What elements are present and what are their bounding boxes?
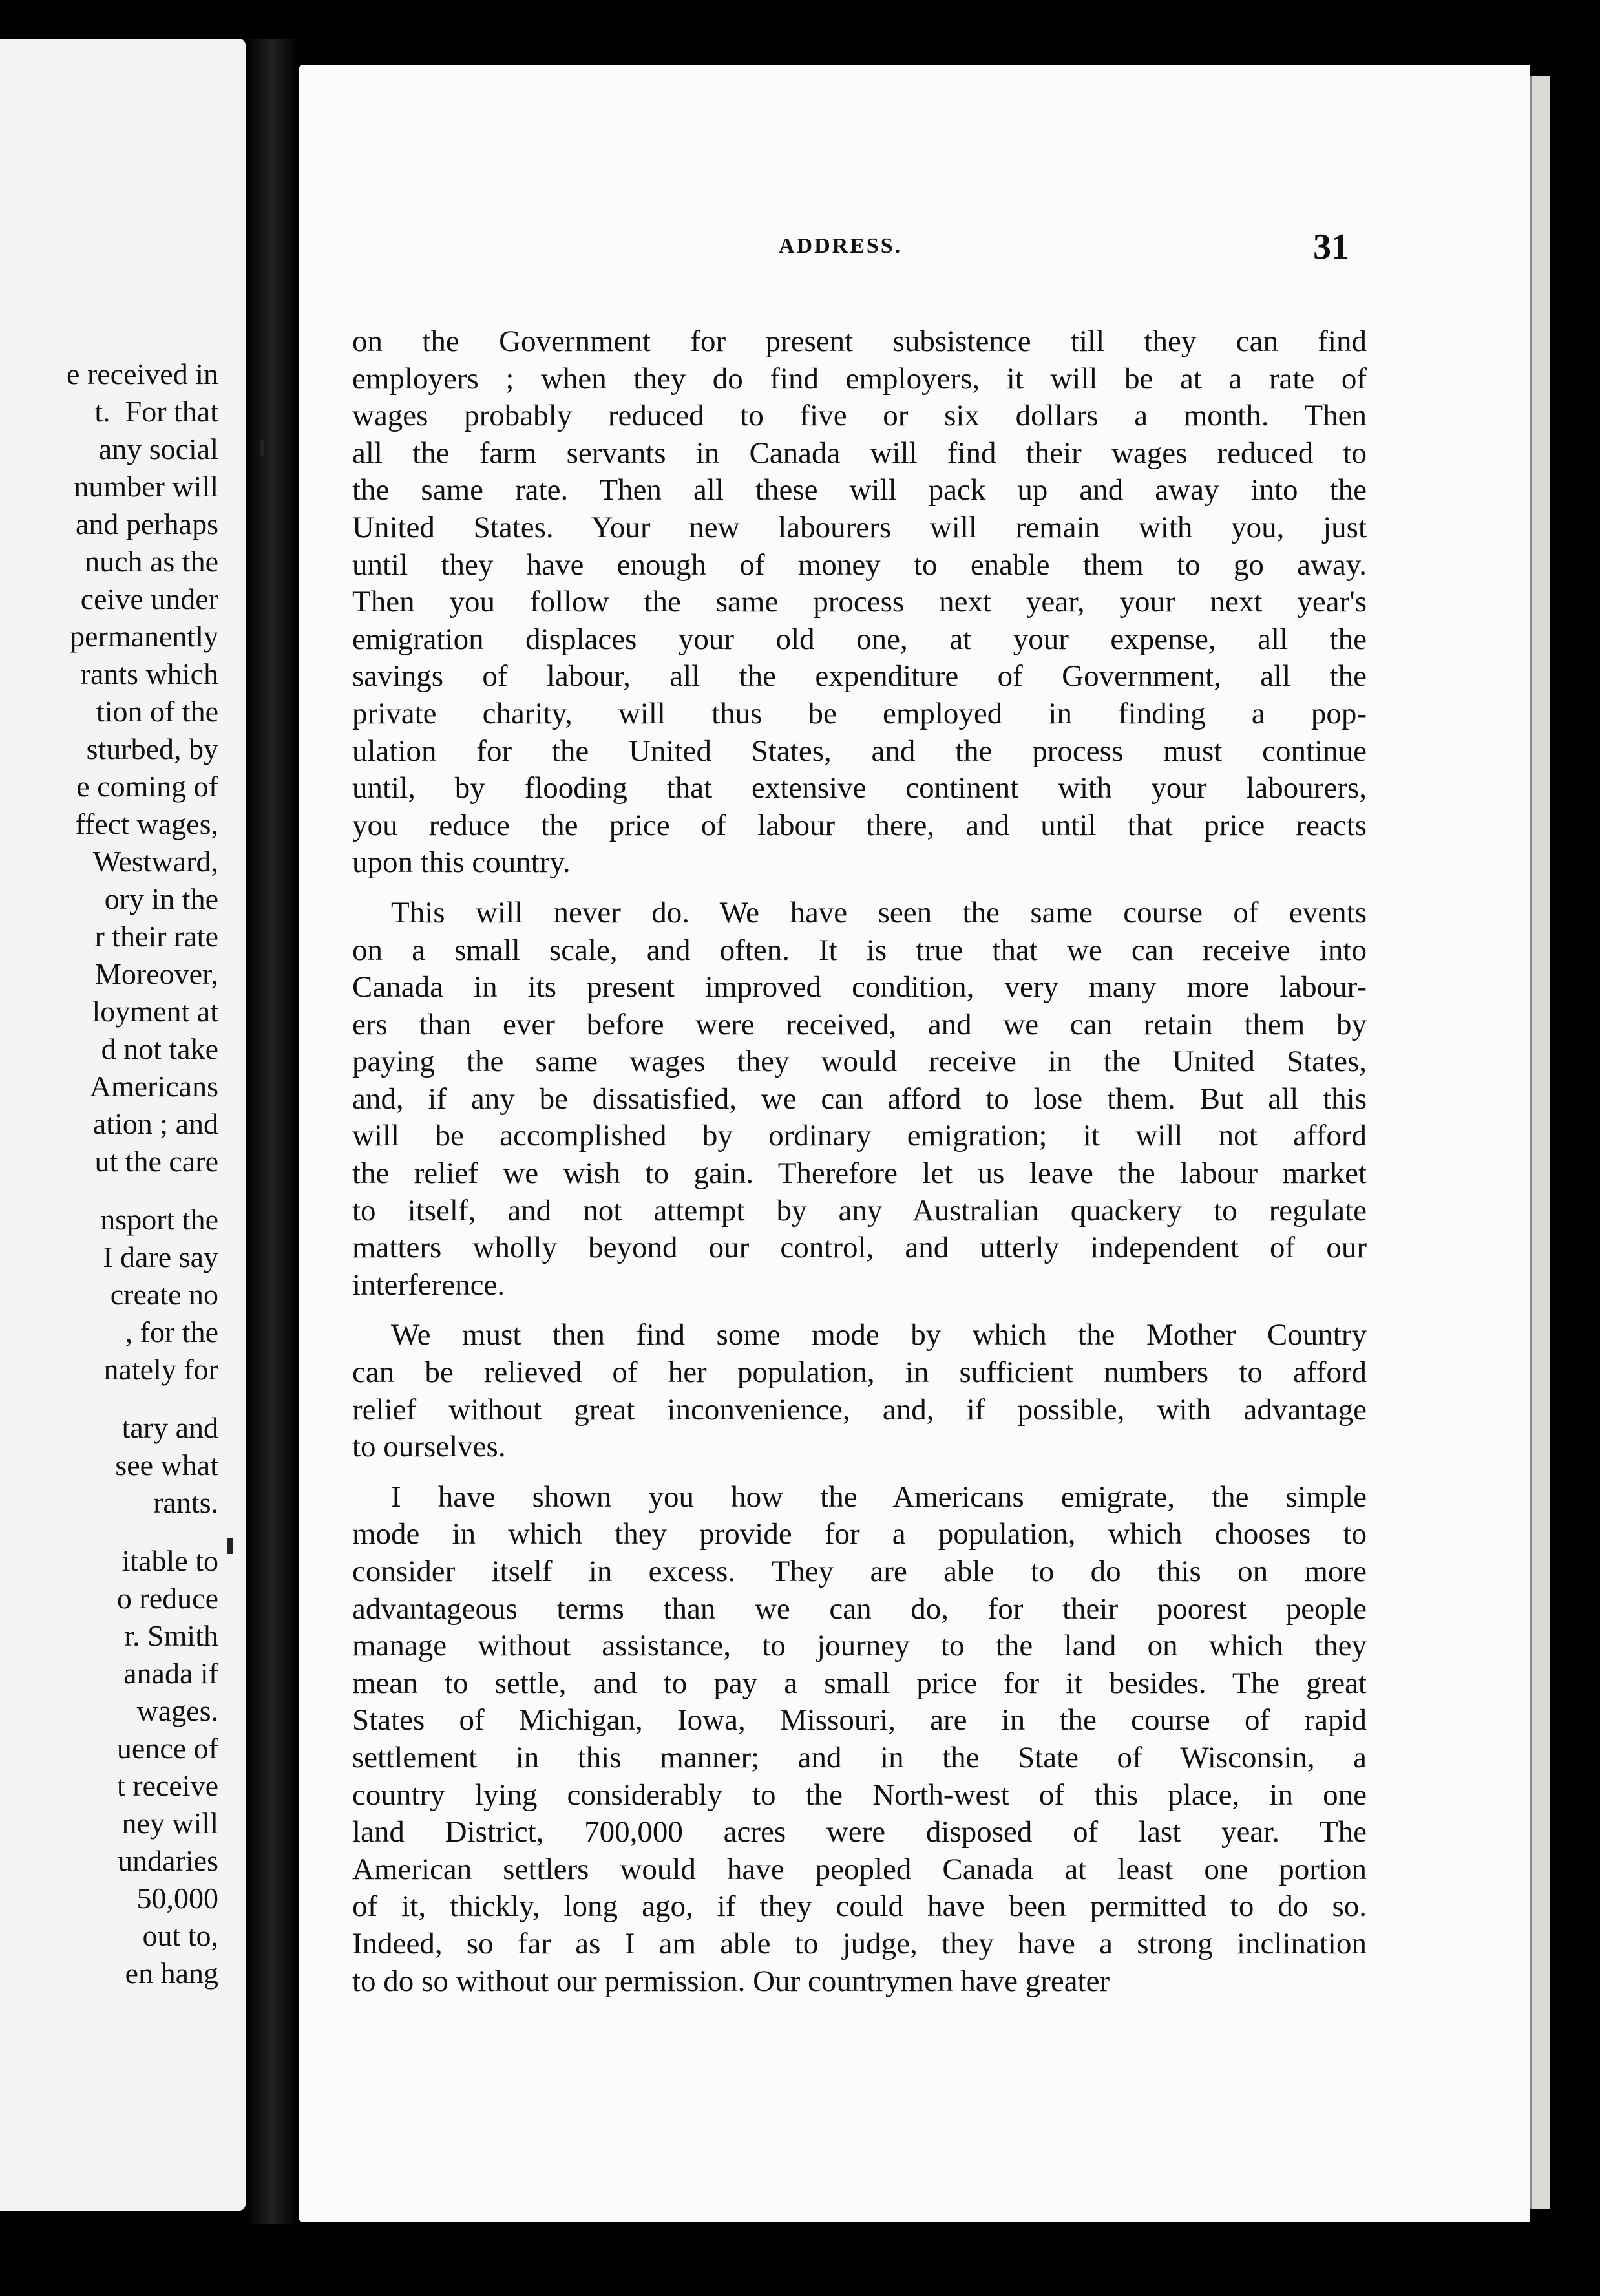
left-page-line: ation ; and [92,1107,218,1140]
text-line: Indeed, so far as I am able to judge, they have a strong inclination [352,1926,1367,1961]
page-edge [1530,76,1550,2209]
text-line: interference. [352,1268,505,1302]
text-line: American settlers would have peopled Canada at least one portion [352,1852,1367,1886]
left-page-line: itable to [121,1544,218,1577]
running-head: ADDRESS. [779,234,903,258]
text-line: We must then find some mode by which the Mother Country [391,1318,1367,1352]
text-line: ers than ever before were received, and we can retain them by [352,1007,1367,1041]
left-page-line: loyment at [92,995,218,1028]
body-text [352,323,1367,2000]
paragraph [352,1317,1367,1465]
left-page-line: nately for [103,1353,218,1386]
text-line: mode in which they provide for a population, which chooses to [352,1517,1367,1551]
left-page-line: ut the care [94,1145,218,1178]
left-page [0,39,246,2211]
text-line: upon this country. [352,845,571,880]
text-line: wages probably reduced to five or six dollars a month. Then [352,399,1367,433]
text-line: paying the same wages they would receive in the United States, [352,1045,1367,1079]
text-line: Then you follow the same process next year, your next year's [352,585,1367,619]
left-page-line: , for the [125,1315,218,1348]
left-page-line: 50,000 [136,1882,218,1915]
text-line: ulation for the United States, and the process must continue [352,734,1367,768]
book-spine [246,39,299,2224]
left-page-line: see what [115,1449,218,1482]
text-line: savings of labour, all the expenditure of Government, all the [352,659,1367,694]
left-page-line: rants. [153,1486,218,1519]
left-page-line: nsport the [100,1203,218,1236]
left-page-line: uence of [116,1732,218,1765]
text-line: will be accomplished by ordinary emigration; it will not afford [352,1119,1367,1153]
paragraph [352,895,1367,1304]
text-line: all the farm servants in Canada will find their wages reduced to [352,436,1367,470]
text-line: and, if any be dissatisfied, we can afford to lose them. But all this [352,1081,1367,1116]
left-page-line: d not take [101,1032,218,1065]
left-page-line: Americans [89,1070,218,1103]
left-page-line: r their rate [94,920,218,953]
left-page-line: ney will [121,1807,218,1840]
text-line: manage without assistance, to journey to the land on which they [352,1629,1367,1663]
left-page-line: Moreover, [94,957,218,990]
text-line: settlement in this manner; and in the State of Wisconsin, a [352,1740,1367,1774]
left-page-line: number will [74,470,218,503]
text-line: United States. Your new labourers will remain with you, just [352,510,1367,544]
text-line: until, by flooding that extensive continent with your labourers, [352,771,1367,805]
left-page-line: sturbed, by [86,732,218,765]
text-line: land District, 700,000 acres were disposed of last year. The [352,1815,1367,1849]
left-page-line: wages. [136,1694,218,1727]
text-line: the same rate. Then all these will pack up and away into the [352,473,1367,507]
left-page-line: create no [110,1278,218,1311]
left-page-line: rants which [80,657,218,690]
text-line: can be relieved of her population, in sufficient numbers to afford [352,1355,1367,1390]
left-page-line: permanently [70,620,218,653]
left-page-line: and perhaps [76,507,218,540]
left-page-line: tion of the [96,695,218,728]
text-line: on the Government for present subsistence till they can find [352,324,1367,358]
text-line: consider itself in excess. They are able to do this on more [352,1555,1367,1588]
text-line: on a small scale, and often. It is true that we can receive into [352,933,1367,967]
left-page-gap [67,1522,218,1542]
left-page-line: nuch as the [85,545,218,578]
left-page-text [67,356,218,1992]
left-page-line: any social [98,432,218,465]
text-line: you reduce the price of labour there, and until that price reacts [352,808,1367,842]
text-line: private charity, will thus be employed in finding a pop- [352,696,1367,730]
text-line: of it, thickly, long ago, if they could have been permitted to do so. [352,1889,1367,1924]
text-line: until they have enough of money to enable them to go away. [352,547,1367,582]
text-line: to do so without our permission. Our countrymen have greater [352,1964,1110,1998]
left-page-line: ffect wages, [75,807,218,840]
text-line: to ourselves. [352,1430,506,1464]
text-line: matters wholly beyond our control, and utterly independent of our [352,1231,1367,1265]
text-line: This will never do. We have seen the same course of events [391,895,1367,930]
left-page-line: t. For that [94,395,218,428]
text-line: relief without great inconvenience, and, if possible, with advantage [352,1392,1367,1427]
text-line: employers ; when they do find employers, it will be at a rate of [352,361,1367,396]
text-line: the relief we wish to gain. Therefore let us leave the labour market [352,1156,1367,1191]
text-line: Canada in its present improved condition, very many more labour- [352,970,1367,1004]
left-page-line: anada if [123,1657,218,1690]
text-line: States of Michigan, Iowa, Missouri, are in the course of rapid [352,1703,1367,1738]
text-line: advantageous terms than we can do, for their poorest people [352,1591,1367,1626]
binding-speck [227,1538,233,1554]
page-number: 31 [1313,227,1349,267]
left-page-line: undaries [118,1844,218,1877]
paragraph [352,323,1367,882]
left-page-line: out to, [142,1919,218,1952]
left-page-gap [67,1180,218,1201]
left-page-line: tary and [121,1411,218,1444]
left-page-line: t receive [116,1769,218,1802]
left-page-line: e received in [67,357,218,390]
left-page-line: e coming of [76,770,218,803]
left-page-line: o reduce [116,1582,218,1615]
paragraph [352,1479,1367,2000]
left-page-line: I dare say [103,1240,218,1273]
left-page-line: ceive under [80,582,218,615]
left-page-line: r. Smith [124,1619,218,1652]
left-page-line: Westward, [92,845,218,878]
left-page-line: en hang [125,1957,218,1990]
left-page-gap [67,1388,218,1409]
text-line: country lying considerably to the North-west of this place, in one [352,1778,1367,1812]
text-line: I have shown you how the Americans emigrate, the simple [391,1480,1367,1514]
text-line: to itself, and not attempt by any Australian quackery to regulate [352,1193,1367,1228]
text-line: emigration displaces your old one, at your expense, all the [352,622,1367,656]
binding-speck [260,440,264,456]
left-page-line: ory in the [104,882,218,915]
text-line: mean to settle, and to pay a small price for it besides. The great [352,1666,1367,1700]
